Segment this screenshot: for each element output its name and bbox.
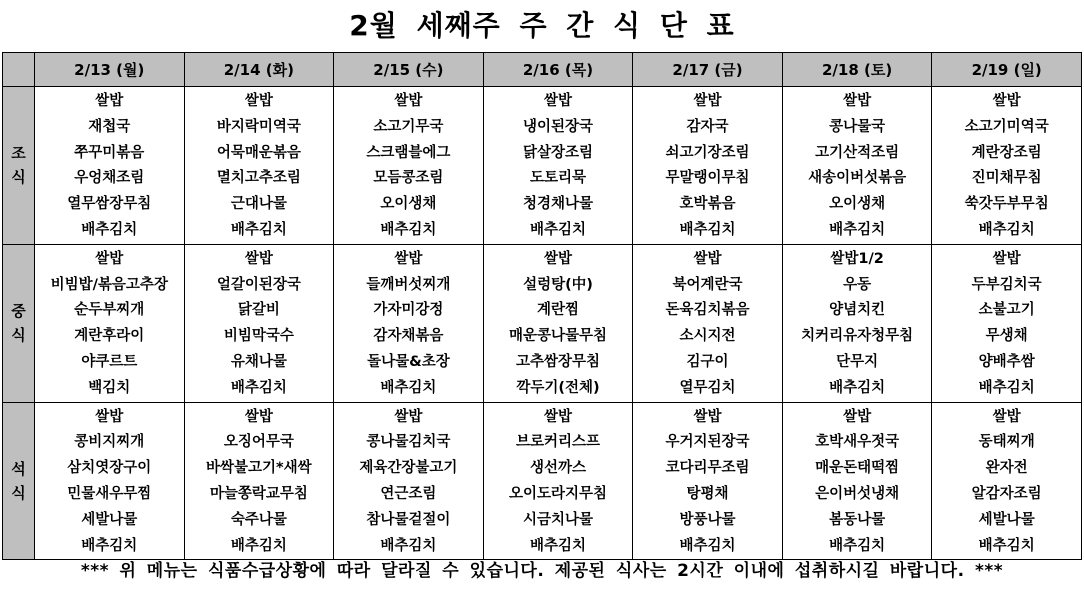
menu-item: 무말랭이무침 bbox=[665, 170, 750, 187]
menu-item: 치커리유자청무침 bbox=[801, 328, 914, 345]
menu-cell bbox=[932, 87, 1082, 245]
menu-item: 쌀밥 bbox=[95, 93, 124, 109]
meal-label bbox=[3, 87, 35, 245]
menu-item: 어묵매운볶음 bbox=[216, 144, 301, 161]
menu-item: 소고기미역국 bbox=[964, 118, 1049, 135]
menu-item: 감자채볶음 bbox=[373, 328, 444, 345]
menu-item: 배추김치 bbox=[978, 221, 1035, 238]
menu-cell bbox=[782, 244, 932, 402]
menu-item: 우엉채조림 bbox=[74, 170, 145, 187]
menu-item: 쌀밥 bbox=[693, 93, 722, 109]
menu-item: 열무쌈장무침 bbox=[67, 196, 152, 213]
menu-item: 쌀밥 bbox=[693, 408, 722, 425]
menu-item: 제육간장불고기 bbox=[359, 460, 458, 477]
menu-item: 마늘쫑락교무침 bbox=[209, 485, 308, 502]
menu-item: 모듬콩조림 bbox=[373, 170, 444, 187]
menu-cell bbox=[782, 402, 932, 560]
menu-item: 오이도라지무침 bbox=[508, 485, 607, 502]
menu-item: 고기산적조림 bbox=[815, 144, 900, 161]
menu-item: 동태찌개 bbox=[978, 434, 1035, 451]
menu-item: 시금치나물 bbox=[522, 511, 593, 528]
menu-item: 오징어무국 bbox=[223, 434, 294, 451]
day-header: 2/19 (일) bbox=[932, 53, 1082, 87]
meal-label bbox=[3, 402, 35, 560]
menu-item: 단무지 bbox=[836, 353, 879, 370]
day-header: 2/13 (월) bbox=[35, 53, 185, 87]
menu-item: 소시지전 bbox=[679, 328, 736, 345]
menu-item: 방풍나물 bbox=[679, 511, 736, 528]
menu-item: 쌀밥 bbox=[244, 250, 273, 267]
menu-item: 배추김치 bbox=[978, 379, 1035, 396]
menu-item: 은이버섯냉채 bbox=[815, 485, 900, 502]
menu-item: 세발나물 bbox=[978, 511, 1035, 528]
menu-item: 쌀밥 bbox=[244, 408, 273, 425]
menu-item: 소불고기 bbox=[978, 302, 1035, 319]
menu-item: 쭈꾸미볶음 bbox=[74, 144, 145, 161]
page-title: 2월 세째주 주 간 식 단 표 bbox=[349, 9, 735, 42]
meal-row bbox=[3, 244, 1082, 402]
menu-cell bbox=[483, 402, 633, 560]
menu-item-list bbox=[783, 89, 932, 244]
menu-item-list bbox=[633, 405, 782, 560]
menu-item: 배추김치 bbox=[529, 537, 586, 554]
header-corner bbox=[3, 53, 35, 87]
menu-item: 쌀밥 bbox=[843, 408, 872, 425]
menu-item: 순두부찌개 bbox=[74, 302, 145, 319]
menu-cell bbox=[334, 402, 484, 560]
weekly-menu-table bbox=[2, 52, 1082, 560]
menu-item: 오이생채 bbox=[380, 196, 437, 213]
menu-cell bbox=[932, 244, 1082, 402]
menu-item-list bbox=[334, 247, 483, 402]
menu-item: 참나물겉절이 bbox=[366, 511, 451, 528]
menu-item: 배추김치 bbox=[230, 537, 287, 554]
menu-item: 알감자조림 bbox=[971, 485, 1042, 502]
menu-item: 생선까스 bbox=[529, 460, 586, 477]
menu-item: 배추김치 bbox=[529, 221, 586, 238]
menu-item: 스크램블에그 bbox=[366, 144, 451, 161]
menu-item: 도토리묵 bbox=[529, 170, 586, 187]
day-header: 2/16 (목) bbox=[483, 53, 633, 87]
menu-item: 배추김치 bbox=[81, 221, 138, 238]
menu-item: 냉이된장국 bbox=[522, 118, 593, 135]
menu-cell bbox=[334, 244, 484, 402]
menu-item: 감자국 bbox=[686, 118, 729, 135]
menu-item: 바싹불고기*새싹 bbox=[206, 460, 312, 477]
menu-item: 쌀밥 bbox=[394, 93, 423, 109]
meal-label-top: 석 bbox=[11, 459, 26, 478]
menu-item-list bbox=[932, 247, 1081, 402]
menu-item-list bbox=[334, 89, 483, 244]
menu-item: 배추김치 bbox=[829, 221, 886, 238]
menu-item-list bbox=[185, 247, 334, 402]
menu-item: 바지락미역국 bbox=[216, 118, 301, 135]
menu-item: 배추김치 bbox=[230, 221, 287, 238]
menu-cell bbox=[184, 402, 334, 560]
menu-cell bbox=[782, 87, 932, 245]
menu-item: 진미채무침 bbox=[971, 170, 1042, 187]
menu-item: 쌀밥 bbox=[394, 250, 423, 267]
menu-item: 쌀밥 bbox=[543, 93, 572, 109]
menu-item: 우동 bbox=[843, 276, 872, 293]
menu-item: 쌀밥 bbox=[95, 250, 124, 267]
meal-row bbox=[3, 402, 1082, 560]
menu-item: 쑥갓두부무침 bbox=[964, 196, 1049, 213]
menu-item: 호박볶음 bbox=[679, 196, 736, 213]
menu-item: 봄동나물 bbox=[829, 511, 886, 528]
menu-cell bbox=[633, 402, 783, 560]
footer-notice: *** 위 메뉴는 식품수급상황에 따라 달라질 수 있습니다. 제공된 식사는 2시간 이내에 섭취하시길 바랍니다. *** bbox=[80, 561, 1004, 581]
menu-item: 쌀밥 bbox=[843, 93, 872, 109]
menu-item: 호박새우젓국 bbox=[815, 434, 900, 451]
menu-item: 배추김치 bbox=[679, 537, 736, 554]
menu-item: 배추김치 bbox=[380, 379, 437, 396]
menu-item: 고추쌈장무침 bbox=[515, 353, 600, 370]
menu-item: 배추김치 bbox=[829, 379, 886, 396]
menu-cell bbox=[184, 244, 334, 402]
menu-item: 쌀밥 bbox=[95, 408, 124, 425]
menu-item: 설렁탕(中) bbox=[523, 276, 593, 293]
menu-item: 근대나물 bbox=[230, 196, 287, 213]
menu-item: 배추김치 bbox=[679, 221, 736, 238]
menu-item: 완자전 bbox=[985, 460, 1028, 477]
menu-item: 쌀밥 bbox=[992, 250, 1021, 267]
meal-label-top: 중 bbox=[11, 302, 26, 321]
day-header-row bbox=[3, 53, 1082, 87]
menu-cell bbox=[633, 87, 783, 245]
menu-cell bbox=[633, 244, 783, 402]
menu-item-list bbox=[932, 89, 1081, 244]
menu-item: 쌀밥 bbox=[693, 250, 722, 267]
day-header: 2/18 (토) bbox=[782, 53, 932, 87]
menu-item: 배추김치 bbox=[380, 221, 437, 238]
menu-cell bbox=[932, 402, 1082, 560]
menu-item: 브로커리스프 bbox=[515, 434, 600, 451]
menu-item: 배추김치 bbox=[380, 537, 437, 554]
menu-item: 들깨버섯찌개 bbox=[366, 276, 451, 293]
menu-item: 쌀밥 bbox=[543, 408, 572, 425]
menu-item: 가자미강정 bbox=[373, 302, 444, 319]
menu-item-list bbox=[484, 89, 633, 244]
menu-cell bbox=[483, 87, 633, 245]
menu-item: 얼갈이된장국 bbox=[216, 276, 301, 293]
menu-item: 연근조림 bbox=[380, 485, 437, 502]
menu-cell bbox=[483, 244, 633, 402]
menu-item: 세발나물 bbox=[81, 511, 138, 528]
menu-item-list bbox=[185, 89, 334, 244]
menu-item: 닭살장조림 bbox=[522, 144, 593, 161]
menu-item: 쌀밥1/2 bbox=[830, 250, 884, 267]
menu-item: 오이생채 bbox=[829, 196, 886, 213]
menu-item: 우거지된장국 bbox=[665, 434, 750, 451]
menu-item: 콩나물국 bbox=[829, 118, 886, 135]
menu-item: 매운돈태떡찜 bbox=[815, 460, 900, 477]
menu-cell bbox=[334, 87, 484, 245]
meal-label-top: 조 bbox=[11, 144, 26, 163]
menu-item-list bbox=[783, 405, 932, 560]
menu-item: 쌀밥 bbox=[992, 93, 1021, 109]
menu-item: 열무김치 bbox=[679, 379, 736, 396]
menu-item: 콩비지찌개 bbox=[74, 434, 145, 451]
menu-item-list bbox=[35, 247, 184, 402]
menu-item: 소고기무국 bbox=[373, 118, 444, 135]
menu-item-list bbox=[484, 405, 633, 560]
menu-item: 양배추쌈 bbox=[978, 353, 1035, 370]
menu-cell bbox=[35, 402, 185, 560]
menu-item: 새송이버섯볶음 bbox=[808, 170, 907, 187]
menu-item: 김구이 bbox=[686, 353, 729, 370]
menu-item: 계란장조림 bbox=[971, 144, 1042, 161]
menu-item: 백김치 bbox=[88, 379, 131, 396]
menu-item-list bbox=[185, 405, 334, 560]
menu-item: 깍두기(전체) bbox=[516, 379, 600, 396]
menu-item: 콩나물김치국 bbox=[366, 434, 451, 451]
meal-label-bottom: 식 bbox=[11, 483, 26, 502]
menu-item: 코다리무조림 bbox=[665, 460, 750, 477]
menu-item: 재첩국 bbox=[88, 118, 131, 135]
menu-item: 계란후라이 bbox=[74, 328, 145, 345]
menu-item-list bbox=[633, 89, 782, 244]
menu-cell bbox=[35, 87, 185, 245]
menu-item-list bbox=[334, 405, 483, 560]
menu-item: 두부김치국 bbox=[971, 276, 1042, 293]
meal-label bbox=[3, 244, 35, 402]
menu-item: 숙주나물 bbox=[230, 511, 287, 528]
menu-item-list bbox=[932, 405, 1081, 560]
menu-item: 청경채나물 bbox=[522, 196, 593, 213]
menu-item: 탕평채 bbox=[686, 485, 729, 502]
menu-item: 돈육김치볶음 bbox=[665, 302, 750, 319]
menu-item-list bbox=[484, 247, 633, 402]
meal-label-bottom: 식 bbox=[11, 326, 26, 345]
menu-item: 비빔밥/볶음고추장 bbox=[50, 276, 168, 293]
menu-item: 북어계란국 bbox=[672, 276, 743, 293]
menu-item: 쇠고기장조림 bbox=[665, 144, 750, 161]
menu-item: 배추김치 bbox=[81, 537, 138, 554]
day-header: 2/17 (금) bbox=[633, 53, 783, 87]
menu-item: 멸치고추조림 bbox=[216, 170, 301, 187]
menu-cell bbox=[184, 87, 334, 245]
menu-item: 유채나물 bbox=[230, 353, 287, 370]
menu-item: 배추김치 bbox=[978, 537, 1035, 554]
menu-item-list bbox=[35, 89, 184, 244]
menu-item: 쌀밥 bbox=[543, 250, 572, 267]
menu-item: 계란찜 bbox=[536, 302, 579, 319]
menu-item-list bbox=[35, 405, 184, 560]
menu-item: 매운콩나물무침 bbox=[508, 328, 607, 345]
menu-cell bbox=[35, 244, 185, 402]
day-header: 2/14 (화) bbox=[184, 53, 334, 87]
menu-item: 삼치엿장구이 bbox=[67, 460, 152, 477]
menu-item: 양념치킨 bbox=[829, 302, 886, 319]
menu-item-list bbox=[633, 247, 782, 402]
menu-item: 야쿠르트 bbox=[81, 353, 138, 370]
menu-item: 쌀밥 bbox=[244, 93, 273, 109]
menu-item: 닭갈비 bbox=[237, 302, 280, 319]
menu-item: 쌀밥 bbox=[394, 408, 423, 425]
meal-row bbox=[3, 87, 1082, 245]
menu-item-list bbox=[783, 247, 932, 402]
menu-item: 배추김치 bbox=[829, 537, 886, 554]
meal-label-bottom: 식 bbox=[11, 168, 26, 187]
menu-item: 비빔막국수 bbox=[223, 328, 294, 345]
menu-item: 쌀밥 bbox=[992, 408, 1021, 425]
menu-item: 배추김치 bbox=[230, 379, 287, 396]
day-header: 2/15 (수) bbox=[334, 53, 484, 87]
menu-item: 돌나물&초장 bbox=[367, 353, 450, 370]
menu-item: 무생채 bbox=[985, 328, 1028, 345]
menu-item: 민물새우무찜 bbox=[67, 485, 152, 502]
